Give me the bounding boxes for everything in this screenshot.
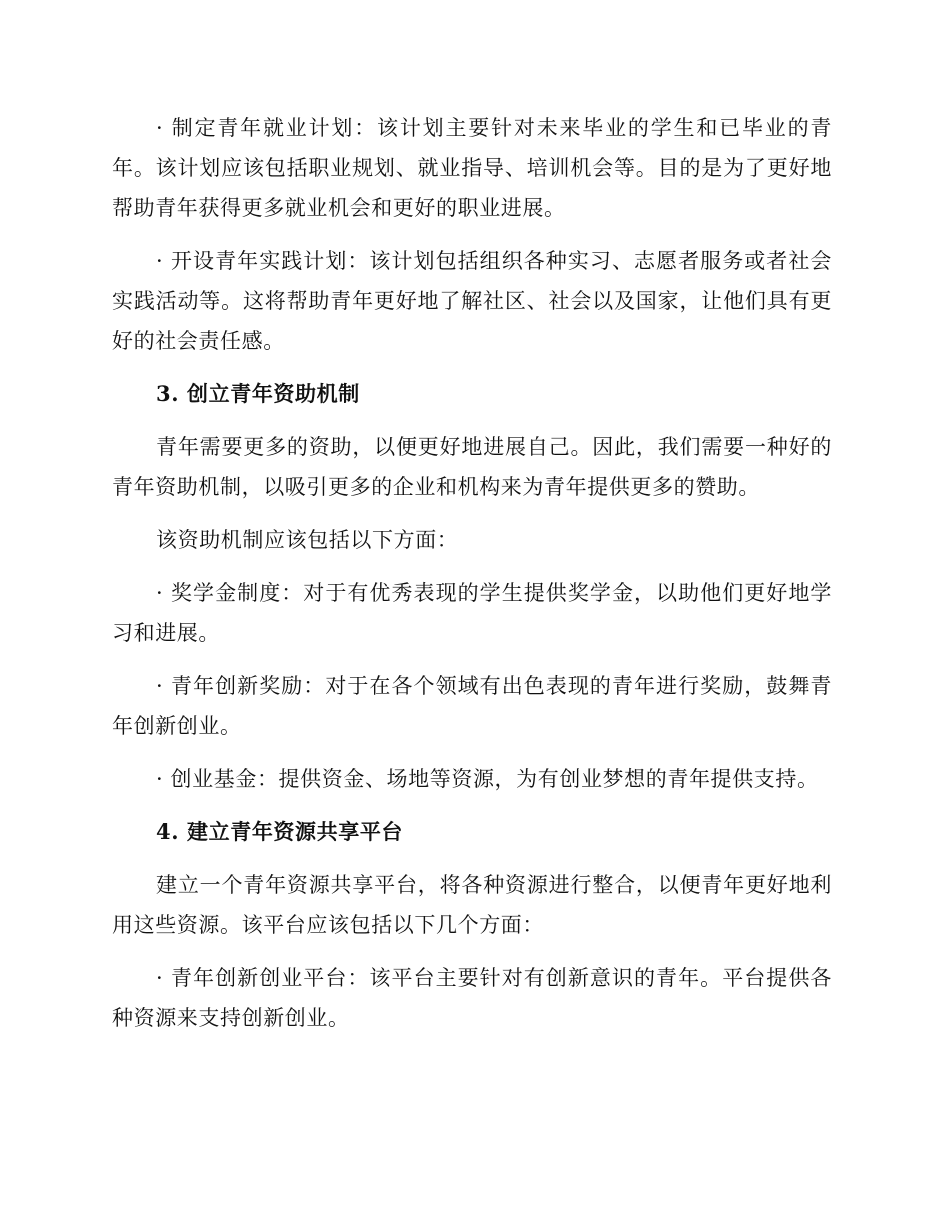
bullet-innovation-platform: · 青年创新创业平台：该平台主要针对有创新意识的青年。平台提供各种资源来支持创新创业。 <box>112 966 832 1030</box>
section-heading-funding: 3. 创立青年资助机制 <box>156 381 360 406</box>
paragraph-funding-aspects: 该资助机制应该包括以下方面： <box>156 528 459 552</box>
bullet-scholarship: · 奖学金制度：对于有优秀表现的学生提供奖学金，以助他们更好地学习和进展。 <box>112 581 832 645</box>
paragraph-platform-intro: 建立一个青年资源共享平台，将各种资源进行整合，以便青年更好地利用这些资源。该平台应该包括以下几个方面： <box>112 873 832 937</box>
bullet-employment-plan: · 制定青年就业计划：该计划主要针对未来毕业的学生和已毕业的青年。该计划应该包括职业规划、就业指导、培训机会等。目的是为了更好地帮助青年获得更多就业机会和更好的职业进展。 <box>112 116 832 220</box>
section-heading-resource-platform: 4. 建立青年资源共享平台 <box>156 819 404 844</box>
bullet-practice-plan: · 开设青年实践计划：该计划包括组织各种实习、志愿者服务或者社会实践活动等。这将帮助青年更好地了解社区、社会以及国家，让他们具有更好的社会责任感。 <box>112 249 832 353</box>
bullet-startup-fund: · 创业基金：提供资金、场地等资源，为有创业梦想的青年提供支持。 <box>156 767 819 791</box>
bullet-innovation-award: · 青年创新奖励：对于在各个领域有出色表现的青年进行奖励，鼓舞青年创新创业。 <box>112 674 832 738</box>
document-body <box>112 108 832 1051</box>
paragraph-funding-intro: 青年需要更多的资助，以便更好地进展自己。因此，我们需要一种好的青年资助机制，以吸引更多的企业和机构来为青年提供更多的赞助。 <box>112 435 832 499</box>
